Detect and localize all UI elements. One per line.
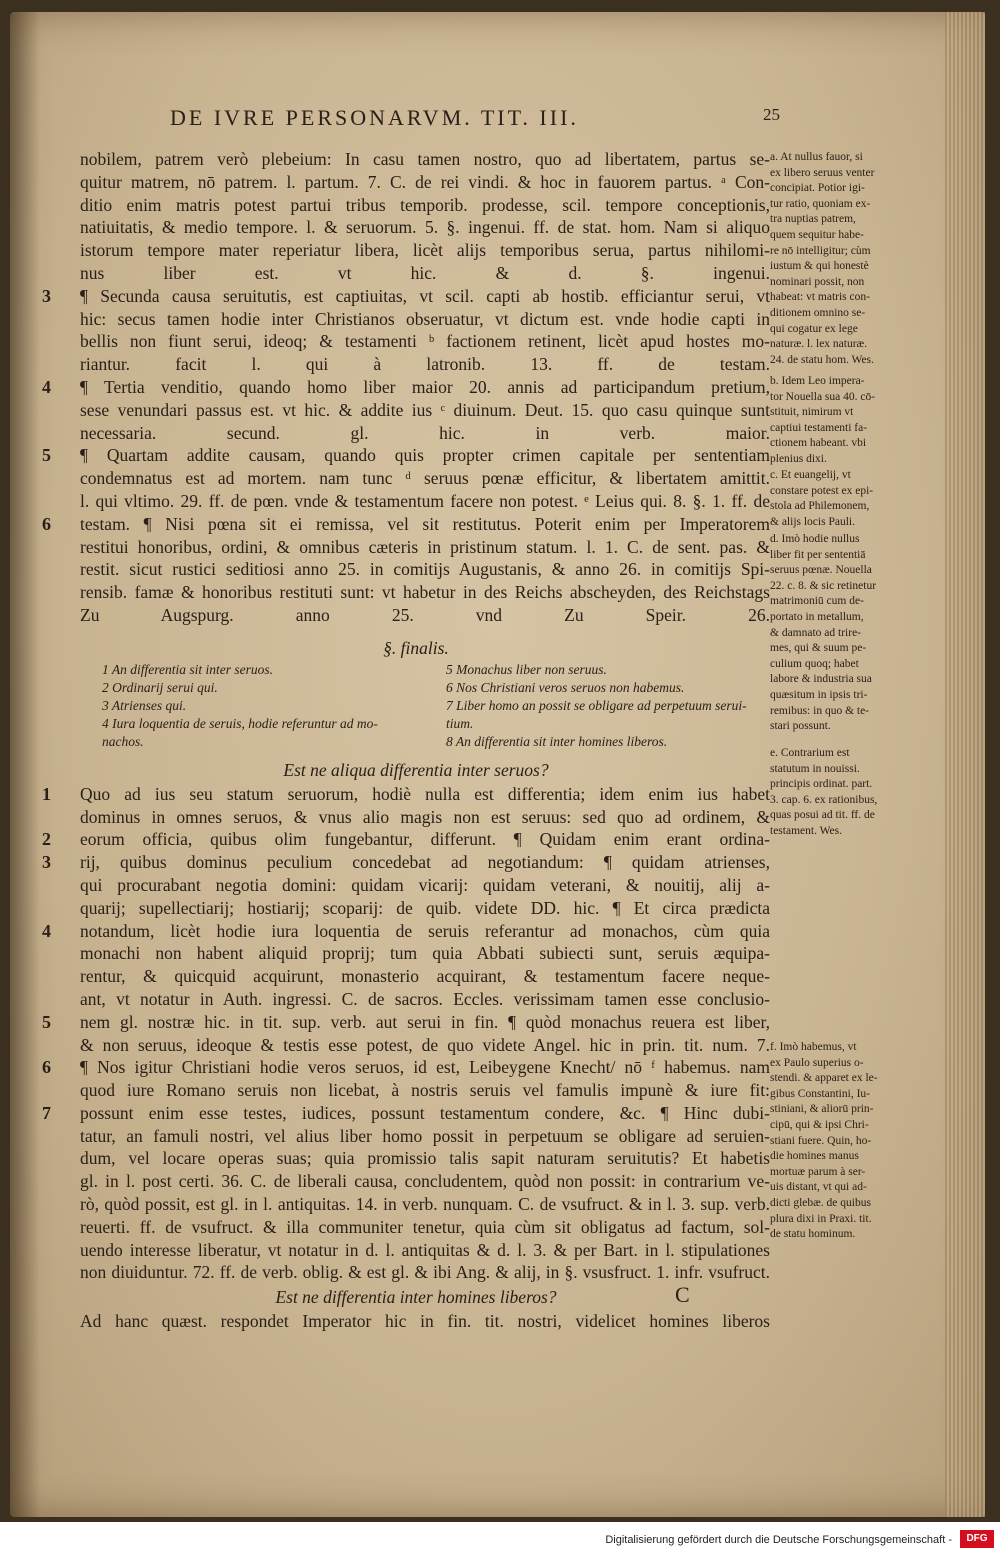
line-text: Quo ad ius seu statum seruorum, hodiè nulla est differentia; idem enim ius habet	[80, 783, 770, 804]
text-line	[62, 988, 770, 1011]
sidenote-line: re nō intelligitur; cùm	[770, 244, 871, 257]
sidenote-line: cipū, qui & ipsi Chri-	[770, 1118, 869, 1131]
text-line	[62, 1125, 770, 1148]
sidenote-line: die homines manus	[770, 1150, 859, 1163]
line-number: 4	[42, 920, 51, 941]
line-text: possunt enim esse testes, iudices, possunt testamentum condere, &c. ¶ Hinc dubi-	[80, 1102, 770, 1123]
sidenote-line: 3. cap. 6. ex rationibus,	[770, 793, 878, 806]
text-line	[42, 444, 770, 467]
text-line	[62, 558, 770, 581]
line-number: 3	[42, 285, 51, 306]
summary-item: 8 An differentia sit inter homines liberos.	[446, 733, 668, 749]
line-text: notandum, licèt hodie iura loquentia de seruis referantur ad monachos, cùm quia	[80, 920, 770, 941]
sidenote-line: concipiat. Potior igi-	[770, 182, 865, 195]
text-line	[62, 171, 770, 194]
line-number: 3	[42, 852, 51, 873]
sidenote-line: iustum & qui honestè	[770, 260, 869, 273]
sidenote-line: tur ratio, quoniam ex-	[770, 197, 871, 210]
line-text: restit. sicut rustici seditiosi anno 25. in comitijs Augustanis, & anno 26. in comitijs Spi-	[80, 559, 770, 580]
summary-item: tium.	[446, 715, 474, 731]
sidenote-line: tra nuptias patrem,	[770, 213, 856, 226]
line-text: rij, quibus dominus peculium concedebat ad negotiandum: ¶ quidam atrienses,	[80, 852, 770, 873]
sidenote-line: nominari possit, non	[770, 275, 865, 288]
text-line	[62, 965, 770, 988]
text-line	[42, 376, 770, 399]
sidenote-line: matrimoniū cum de-	[770, 595, 864, 608]
text-line	[42, 783, 770, 806]
sidenote-line: constare potest ex epi-	[770, 484, 874, 497]
text-line	[62, 1239, 770, 1262]
line-text: bellis non fiunt serui, ideoq; & testamenti ᵇ factionem retinent, licèt apud hostes mo-	[80, 331, 770, 352]
text-line	[42, 285, 770, 308]
line-text: ant, vt notatur in Auth. ingressi. C. de sacros. Eccles. verissimam tamen esse conclusio-	[80, 988, 770, 1009]
sidenote-line: seruus pœnæ. Nouella	[770, 564, 872, 577]
text-line	[62, 1034, 770, 1057]
line-number: 1	[42, 783, 51, 804]
summary-item: 7 Liber homo an possit se obligare ad perpetuum serui-	[446, 697, 747, 713]
line-text: necessaria. secund. gl. hic. in verb. maior.	[80, 422, 770, 443]
line-text: dum, vel locare operas suas; quia promissio talis sapit naturam seruitutis? Et habetis	[80, 1148, 770, 1169]
sidenote-line: quem sequitur habe-	[770, 228, 864, 241]
line-text: nobilem, patrem verò plebeium: In casu tamen nostro, quo ad libertatem, partus se-	[80, 149, 770, 169]
summary-column-left	[102, 661, 426, 751]
line-number: 6	[42, 513, 51, 534]
line-text: dominus in omnes seruos, & vnus alio magis non est seruus: sed quo ad ordinem, &	[80, 806, 770, 827]
summary-column-right	[446, 661, 770, 751]
sidenote-line: culium quoq; habet	[770, 657, 859, 670]
sidenote-line: testament. Wes.	[770, 824, 842, 837]
line-text: rò, quòd possit, est gl. in l. antiquitas. 14. in verb. nunquam. C. de vsufruct. & in l. 3. sup. verb.	[80, 1194, 770, 1215]
summary-item: 3 Atrienses qui.	[102, 697, 187, 713]
line-text: monachi non habent aliquid proprij; tum quia Abbati subiecti sunt, seruis æquipa-	[80, 943, 770, 964]
sidenote-line: uis distant, vt qui ad-	[770, 1181, 867, 1194]
sidenote-line: mortuæ parum à ser-	[770, 1165, 866, 1178]
sidenote-a	[770, 150, 908, 368]
summary-item: nachos.	[102, 733, 144, 749]
line-text: gl. in l. post certi. 36. C. de liberali causa, concludentem, quòd non possit: in contrarium ve-	[80, 1171, 770, 1192]
line-number: 2	[42, 829, 51, 850]
text-line	[62, 806, 770, 829]
sidenote-line: stari possunt.	[770, 720, 831, 733]
text-line	[62, 216, 770, 239]
line-text: riantur. facit l. qui à latronib. 13. ff. de testam.	[80, 354, 770, 375]
sidenote-line: habeat: vt matris con-	[770, 291, 870, 304]
summary-item: 6 Nos Christiani veros seruos non habemus.	[446, 679, 685, 695]
text-line	[62, 1216, 770, 1239]
sidenote-line: ex Paulo superius o-	[770, 1056, 864, 1069]
line-text: quod iure Romano seruis non licebat, à nostris seruis vel famulis impunè & iure fit:	[80, 1080, 770, 1101]
line-text: rensib. famæ & honoribus restituti sunt: vt habetur in des Reichs abscheyden, des Reichstags	[80, 582, 770, 603]
sidenote-line: naturæ. l. lex naturæ.	[770, 338, 868, 351]
text-line	[42, 1056, 770, 1079]
summary-item: 2 Ordinarij serui qui.	[102, 679, 218, 695]
sidenote-line: tor Nouella sua 40. cō-	[770, 390, 876, 403]
sidenote-line: portato in metallum,	[770, 610, 864, 623]
line-text: sese venundari passus est. vt hic. & addite ius ᶜ diuinum. Deut. 15. quo casu quinque sunt	[80, 399, 770, 420]
text-line	[62, 1147, 770, 1170]
sidenote-line: liber fit per sententiā	[770, 548, 866, 561]
sidenote-line: principis ordinat. part.	[770, 778, 873, 791]
text-line	[62, 353, 770, 376]
text-line	[62, 1261, 770, 1284]
sidenote-line: d. Imò hodie nullus	[770, 533, 860, 545]
sidenote-line: gibus Constantini, Iu-	[770, 1087, 870, 1100]
sidenote-line: stola ad Philemonem,	[770, 500, 870, 513]
text-line	[62, 604, 770, 627]
sidenote-line: de statu hominum.	[770, 1228, 856, 1241]
sidenote-c	[770, 468, 908, 530]
running-header	[170, 105, 780, 131]
line-text: ¶ Nos igitur Christiani hodie veros seruos, id est, Leibeygene Knecht/ nō ᶠ habemus. nam	[80, 1057, 770, 1078]
line-text: ¶ Quartam addite causam, quando quis propter crimen capitale per sententiam	[80, 445, 770, 466]
sidenote-d	[770, 532, 908, 735]
text-line	[62, 897, 770, 920]
sidenote-line: quæsitum in ipsis tri-	[770, 688, 868, 701]
summary-item: 5 Monachus liber non seruus.	[446, 661, 607, 677]
question-heading-2: Est ne differentia inter homines liberos?	[275, 1287, 557, 1308]
text-line	[62, 581, 770, 604]
line-text: istorum tempore mater reperiatur libera, licèt alijs temporibus serua, partus nihilomi-	[80, 240, 770, 261]
sidenote-line: labore & industria sua	[770, 673, 872, 686]
text-line	[62, 239, 770, 262]
line-text: non diuiduntur. 72. ff. de verb. oblig. & est gl. & ibi Ang. & alij, in §. vsusfruct. 1. infr. vsufruct.	[80, 1262, 770, 1283]
footer-bar	[0, 1522, 1000, 1558]
main-text	[42, 148, 770, 1333]
sidenote-line: stiani fuere. Quin, ho-	[770, 1134, 872, 1147]
sidenote-line: remibus: in quo & te-	[770, 704, 870, 717]
text-line	[62, 422, 770, 445]
line-number: 5	[42, 445, 51, 466]
sidenote-line: a. At nullus fauor, si	[770, 151, 863, 163]
text-line	[62, 874, 770, 897]
sidenote-line: b. Idem Leo impera-	[770, 375, 865, 387]
line-text: nus liber est. vt hic. & d. §. ingenui.	[80, 262, 770, 283]
header-title: DE IVRE PERSONARVM. TIT. III.	[170, 105, 579, 130]
page-edge	[945, 12, 985, 1517]
summary-list	[62, 661, 770, 751]
sidenote-line: 24. de statu hom. Wes.	[770, 353, 874, 366]
sidenote-line: statutum in nouissi.	[770, 762, 860, 775]
sidenote-line: stiniani, & aliorū prin-	[770, 1103, 874, 1116]
text-line	[62, 1193, 770, 1216]
text-line	[62, 536, 770, 559]
line-text: nem gl. nostræ hic. in tit. sup. verb. aut serui in fin. ¶ quòd monachus reuera est liber,	[80, 1011, 770, 1032]
line-text: quarij; supellectiarij; hostiarij; scoparij: de quib. videte DD. hic. ¶ Et circa prædicta	[80, 897, 770, 918]
dfg-logo: DFG	[960, 1530, 994, 1548]
sidenote-line: qui cogatur ex lege	[770, 322, 858, 335]
line-text: uendo interesse liberatur, vt notatur in d. l. antiquitas & d. l. 3. & per Bart. in l. stipulationes	[80, 1239, 770, 1260]
sidenote-line: plenius dixi.	[770, 452, 827, 465]
footer-text: Digitalisierung gefördert durch die Deutsche Forschungsgemeinschaft -	[605, 1534, 952, 1546]
sidenote-line: quas posui ad tit. ff. de	[770, 809, 875, 822]
text-line	[42, 1011, 770, 1034]
last-line	[62, 1310, 770, 1333]
line-number: 7	[42, 1102, 51, 1123]
sidenote-line: ex libero seruus venter	[770, 166, 875, 179]
summary-item: 4 Iura loquentia de seruis, hodie referuntur ad mo-	[102, 715, 378, 731]
sidenote-line: c. Et euangelij, vt	[770, 469, 851, 481]
sidenote-line: & alijs locis Pauli.	[770, 515, 855, 528]
line-number: 6	[42, 1057, 51, 1078]
line-number: 5	[42, 1011, 51, 1032]
section-heading: §. finalis.	[383, 637, 449, 658]
line-text: ¶ Secunda causa seruitutis, est captiuitas, vt scil. capti ab hostib. efficiantur serui, vt	[80, 285, 770, 306]
text-line	[62, 467, 770, 490]
line-text: rentur, & quicquid acquirunt, monasterio acquirant, & testamentum facere neque-	[80, 966, 770, 987]
last-line-text: Ad hanc quæst. respondet Imperator hic in fin. tit. nostri, videlicet homines liberos	[80, 1311, 770, 1332]
summary-item: 1 An differentia sit inter seruos.	[102, 661, 273, 677]
line-text: & non seruus, ideoque & testis esse potest, de quo videte Angel. hic in prin. tit. num. 7.	[80, 1034, 770, 1055]
text-line	[42, 513, 770, 536]
text-line	[62, 490, 770, 513]
sidenote-line: dicti glebæ. de quibus	[770, 1196, 871, 1209]
sidenote-line: mes, qui & suum pe-	[770, 642, 867, 655]
line-text: qui procurabant negotia domini: quidam vicarij: quidam veterani, & nouitij, alij a-	[80, 874, 770, 895]
sidenote-line: captiui testamenti fa-	[770, 421, 868, 434]
question-heading-1: Est ne aliqua differentia inter seruos?	[283, 759, 549, 780]
text-line	[42, 851, 770, 874]
sidenote-line: f. Imò habemus, vt	[770, 1041, 857, 1053]
line-text: l. qui vltimo. 29. ff. de pœn. vnde & testamentum facere non potest. ᵉ Leius qui. 8. §. 1. ff. de	[80, 490, 770, 511]
line-text: ditio enim matris potest partui tribus temporib. prodesse, scil. tempore conceptionis,	[80, 194, 770, 215]
text-line	[62, 148, 770, 171]
text-line	[62, 1170, 770, 1193]
gutter-shadow	[10, 12, 40, 1517]
line-text: condemnatus est ad mortem. nam tunc ᵈ seruus pœnæ efficitur, & libertatem amittit.	[80, 468, 770, 489]
text-block-2	[42, 783, 770, 1285]
text-line	[62, 1079, 770, 1102]
sidenote-line: & damnato ad trire-	[770, 626, 862, 639]
text-line	[62, 308, 770, 331]
text-line	[42, 1102, 770, 1125]
sidenote-line: plura dixi in Praxi. tit.	[770, 1212, 872, 1225]
sidenote-line: stituit, nimirum vt	[770, 406, 854, 419]
sidenote-line: stendi. & apparet ex le-	[770, 1072, 878, 1085]
line-text: restitui honoribus, ordini, & omnibus cæteris in pristinum statum. l. 1. C. de sent. pas. &	[80, 536, 770, 557]
signature-mark: C	[675, 1282, 690, 1307]
line-text: hic: secus tamen hodie inter Christianos obseruatur, vt dictum est. vnde hodie capti in	[80, 308, 770, 329]
sidenote-line: e. Contrarium est	[770, 747, 850, 759]
text-line	[62, 399, 770, 422]
text-block-1	[42, 148, 770, 627]
page-number: 25	[763, 105, 780, 124]
sidenote-line: ditionem omnino se-	[770, 306, 866, 319]
text-line	[62, 194, 770, 217]
sidenote-e	[770, 746, 908, 840]
sidenote-line: ctionem habeant. vbi	[770, 437, 867, 450]
sidenote-b	[770, 374, 908, 468]
text-line	[62, 330, 770, 353]
text-line	[42, 828, 770, 851]
line-text: Zu Augspurg. anno 25. vnd Zu Speir. 26.	[80, 604, 770, 625]
line-number: 4	[42, 376, 51, 397]
text-line	[62, 942, 770, 965]
line-text: quitur matrem, nō patrem. l. partum. 7. C. de rei vindi. & hoc in fauorem partus. ᵃ Con-	[80, 171, 770, 192]
line-text: ¶ Tertia venditio, quando homo liber maior 20. annis ad participandum pretium,	[80, 376, 770, 397]
text-line	[62, 262, 770, 285]
line-text: reuerti. ff. de vsufruct. & illa communiter tenetur, quia cùm sit obligatus ad factum, sol-	[80, 1216, 770, 1237]
text-line	[42, 920, 770, 943]
line-text: natiuitatis, & medio tempore. l. & seruorum. 5. §. ingenui. ff. de stat. hom. Nam si aliquo	[80, 217, 770, 238]
line-text: testam. ¶ Nisi pœna sit ei remissa, vel sit restitutus. Poterit enim per Imperatorem	[80, 513, 770, 534]
sidenote-line: 22. c. 8. & sic retinetur	[770, 579, 877, 592]
line-text: eorum officia, quibus olim fungebantur, differunt. ¶ Quidam enim erant ordina-	[80, 829, 770, 850]
line-text: tatur, an famuli nostri, vel alius liber homo possit in perpetuum se obligare ad seruien-	[80, 1125, 770, 1146]
sidenote-f	[770, 1040, 908, 1243]
